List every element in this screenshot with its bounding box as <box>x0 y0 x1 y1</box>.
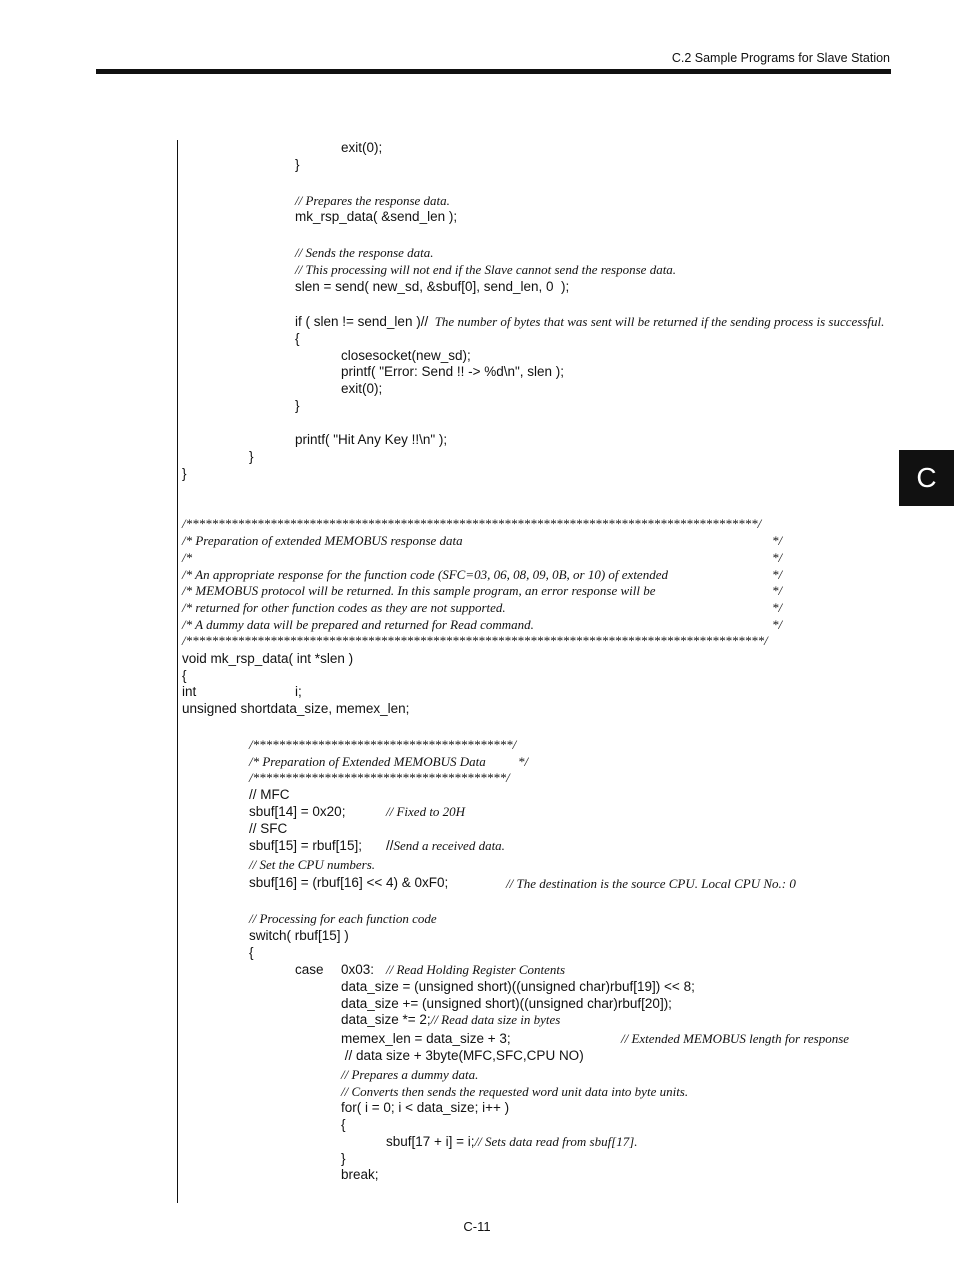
comment-block-end: */ <box>772 550 783 565</box>
code-comment: // Prepares a dummy data. <box>341 1067 479 1082</box>
code-line: for( i = 0; i < data_size; i++ ) <box>341 1100 510 1115</box>
code-comment: // Read data size in bytes <box>430 1012 561 1027</box>
code-comment: // Fixed to 20H <box>386 804 466 819</box>
code-line: printf( "Hit Any Key !!\n" ); <box>295 432 448 447</box>
code-line <box>295 314 884 330</box>
code-line: unsigned shortdata_size, memex_len; <box>182 701 410 716</box>
comment-block-line: /* A dummy data will be prepared and returned for Read command. <box>182 617 534 632</box>
comment-block-border: /*****************************************************************************************/ <box>182 633 768 648</box>
comment-block-line: /* An appropriate response for the function code (SFC=03, 06, 08, 09, 0B, or 10) of extended <box>182 567 668 582</box>
code-line: } <box>249 449 254 464</box>
comment-block-line: /* MEMOBUS protocol will be returned. In this sample program, an error response will be <box>182 583 656 598</box>
code-line: memex_len = data_size + 3; <box>341 1031 511 1046</box>
code-comment: // Sets data read from sbuf[17]. <box>474 1134 638 1149</box>
comment-block-end: */ <box>518 754 529 769</box>
code-comment: // This processing will not end if the Slave cannot send the response data. <box>295 262 677 277</box>
comment-block-border: /***************************************/ <box>249 770 510 785</box>
code-line: sbuf[16] = (rbuf[16] << 4) & 0xF0; <box>249 875 449 890</box>
code-line: break; <box>341 1167 379 1182</box>
comment-block-end: */ <box>772 583 783 598</box>
code-comment: // Extended MEMOBUS length for response <box>621 1031 850 1046</box>
code-line: void mk_rsp_data( int *slen ) <box>182 651 354 666</box>
comment-block-end: */ <box>772 567 783 582</box>
comment-block-border: /****************************************************************************************/ <box>182 516 762 531</box>
code-line: switch( rbuf[15] ) <box>249 928 349 943</box>
code-line <box>386 1134 638 1150</box>
code-line: } <box>295 398 300 413</box>
appendix-tab: C <box>899 450 954 506</box>
comment-block-line: /* Preparation of extended MEMOBUS response data <box>182 533 463 548</box>
code-comment: // Set the CPU numbers. <box>249 857 376 872</box>
margin-bar <box>177 140 178 1203</box>
code-line: // MFC <box>249 787 290 802</box>
code-line: } <box>182 466 187 481</box>
code-line: case <box>295 962 324 977</box>
code-comment: The number of bytes that was sent will be returned if the sending process is successful. <box>428 314 885 329</box>
code-text: sbuf[17 + i] = i; <box>386 1134 475 1149</box>
code-line: printf( "Error: Send !! -> %d\n", slen ); <box>341 364 565 379</box>
code-line: closesocket(new_sd); <box>341 348 471 363</box>
code-line <box>341 1012 560 1028</box>
code-line: { <box>295 331 300 346</box>
code-line: exit(0); <box>341 140 383 155</box>
comment-block-end: */ <box>772 600 783 615</box>
comment-block-line: /* returned for other function codes as they are not supported. <box>182 600 506 615</box>
code-line <box>386 838 505 854</box>
code-comment: // Converts then sends the requested word unit data into byte units. <box>341 1084 689 1099</box>
running-header: C.2 Sample Programs for Slave Station <box>671 51 890 65</box>
code-line: data_size = (unsigned short)((unsigned char)rbuf[19]) << 8; <box>341 979 695 994</box>
code-line: { <box>249 945 254 960</box>
code-line: // SFC <box>249 821 288 836</box>
comment-block-line: /* Preparation of Extended MEMOBUS Data <box>249 754 486 769</box>
code-line: { <box>341 1117 346 1132</box>
code-text: // <box>386 838 394 853</box>
code-comment: // The destination is the source CPU. Local CPU No.: 0 <box>506 876 796 891</box>
code-comment: // Read Holding Register Contents <box>386 962 566 977</box>
comment-block-end: */ <box>772 533 783 548</box>
code-line: { <box>182 668 187 683</box>
code-comment: // Processing for each function code <box>249 911 437 926</box>
code-line: int <box>182 684 197 699</box>
code-line: exit(0); <box>341 381 383 396</box>
code-comment: // Sends the response data. <box>295 245 434 260</box>
code-line: slen = send( new_sd, &sbuf[0], send_len, 0 ); <box>295 279 570 294</box>
code-line: } <box>295 157 300 172</box>
code-line: 0x03: <box>341 962 375 977</box>
comment-block-border: /****************************************/ <box>249 737 517 752</box>
code-line: } <box>341 1151 346 1166</box>
page-number: C-11 <box>463 1219 491 1234</box>
comment-block-line: /* <box>182 550 193 565</box>
code-line: // data size + 3byte(MFC,SFC,CPU NO) <box>341 1048 584 1063</box>
code-comment: Send a received data. <box>393 838 505 853</box>
code-comment: // Prepares the response data. <box>295 193 450 208</box>
code-line: data_size += (unsigned short)((unsigned char)rbuf[20]); <box>341 996 672 1011</box>
code-line: mk_rsp_data( &send_len ); <box>295 209 458 224</box>
comment-block-end: */ <box>772 617 783 632</box>
code-line: i; <box>295 684 302 699</box>
code-text: if ( slen != send_len )// <box>295 314 429 329</box>
code-line: sbuf[14] = 0x20; <box>249 804 346 819</box>
code-line: sbuf[15] = rbuf[15]; <box>249 838 362 853</box>
code-text: data_size *= 2; <box>341 1012 431 1027</box>
header-rule <box>96 69 891 74</box>
